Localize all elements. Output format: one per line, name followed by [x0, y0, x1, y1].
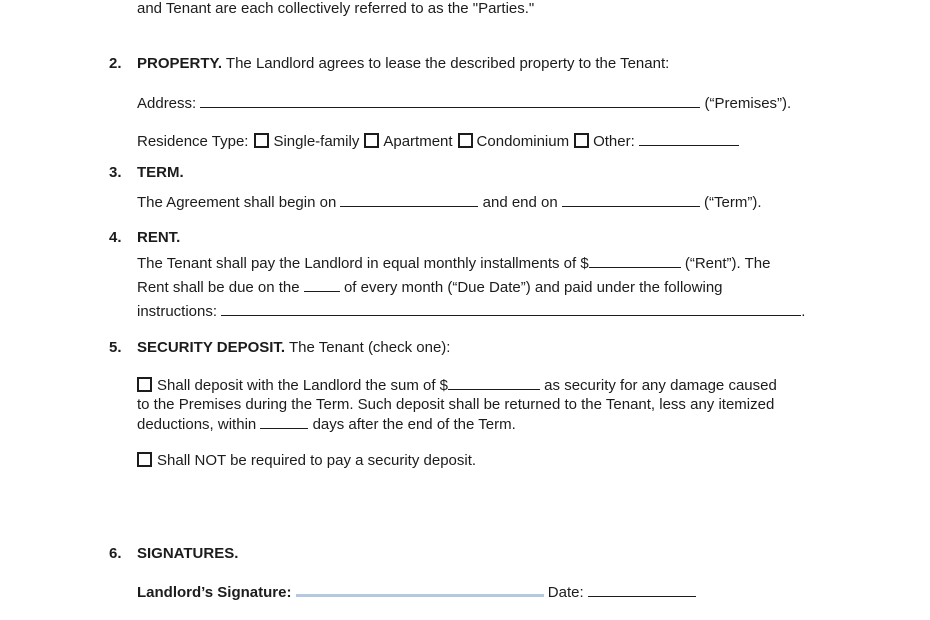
section-security-deposit-intro: The Tenant (check one): [285, 339, 451, 356]
rent-line1-after: (“Rent”). The [680, 255, 771, 272]
instructions-label: instructions: [137, 303, 222, 320]
signature-row [137, 582, 696, 601]
deposit-option1-line1-after: as security for any damage caused [540, 377, 777, 394]
deposit-amount-blank [448, 375, 540, 390]
rent-line2-before: Rent shall be due on the [137, 279, 304, 296]
residence-type-row [137, 131, 739, 150]
section-rent-heading [109, 229, 181, 246]
deposit-option1-line-1 [137, 375, 777, 394]
section-security-deposit-number: 5. [109, 339, 122, 356]
section-property-title: PROPERTY. [137, 55, 223, 72]
section-property-intro: The Landlord agrees to lease the described property to the Tenant: [222, 55, 670, 72]
other-blank [639, 131, 739, 146]
checkbox-other[interactable] [574, 133, 589, 148]
rent-line-1 [137, 253, 770, 272]
section-term-number: 3. [109, 164, 122, 181]
date-label: Date: [543, 584, 588, 601]
deposit-option1-line3-after: days after the end of the Term. [308, 416, 516, 433]
section-rent-number: 4. [109, 229, 122, 246]
instructions-suffix: . [801, 303, 806, 320]
residence-option-single-family: Single-family [273, 133, 360, 150]
term-suffix: (“Term”). [699, 194, 762, 211]
deposit-option1-line2-text: to the Premises during the Term. Such deposit shall be returned to the Tenant, less any itemized [137, 396, 775, 413]
residence-option-condominium: Condominium [476, 133, 570, 150]
checkbox-shall-not-deposit[interactable] [137, 452, 152, 467]
section-security-deposit-heading [109, 339, 451, 356]
checkbox-single-family[interactable] [254, 133, 269, 148]
residence-option-other: Other: [593, 133, 639, 150]
term-between: and end on [478, 194, 562, 211]
intro-text: and Tenant are each collectively referred to as the "Parties." [137, 0, 535, 17]
rent-line1-before: The Tenant shall pay the Landlord in equal monthly installments of $ [137, 255, 589, 272]
address-blank [200, 93, 700, 108]
deposit-option1-line-2 [137, 396, 774, 413]
rent-line2-after: of every month (“Due Date”) and paid under the following [339, 279, 723, 296]
term-begin-blank [340, 192, 478, 207]
rent-amount-blank [589, 253, 681, 268]
address-label: Address: [137, 95, 201, 112]
date-blank [588, 582, 696, 597]
rent-line-2 [137, 277, 723, 296]
landlord-signature-label: Landlord’s Signature: [137, 584, 296, 601]
section-signatures-heading [109, 545, 239, 562]
residence-option-apartment: Apartment [383, 133, 453, 150]
address-row [137, 93, 791, 112]
checkbox-shall-deposit[interactable] [137, 377, 152, 392]
section-signatures-title: SIGNATURES. [137, 545, 239, 562]
premises-suffix: (“Premises”). [700, 95, 792, 112]
section-term-title: TERM. [137, 164, 184, 181]
term-row [137, 192, 762, 211]
term-end-blank [562, 192, 700, 207]
deposit-option2-text: Shall NOT be required to pay a security deposit. [157, 452, 477, 469]
checkbox-condominium[interactable] [458, 133, 473, 148]
intro-line [137, 0, 534, 17]
deposit-option2-row [137, 452, 476, 469]
due-day-blank [304, 277, 340, 292]
deposit-option1-line3-before: deductions, within [137, 416, 261, 433]
section-property-number: 2. [109, 55, 122, 72]
deposit-option1-line-3 [137, 414, 516, 433]
section-property-heading [109, 55, 670, 72]
deposit-option1-line1-before: Shall deposit with the Landlord the sum of $ [157, 377, 449, 394]
term-before-begin: The Agreement shall begin on [137, 194, 341, 211]
days-blank [260, 414, 308, 429]
section-security-deposit-title: SECURITY DEPOSIT. [137, 339, 286, 356]
rent-line-3 [137, 301, 805, 320]
section-rent-title: RENT. [137, 229, 181, 246]
landlord-signature-field[interactable] [296, 582, 544, 597]
section-signatures-number: 6. [109, 545, 122, 562]
residence-type-label: Residence Type: [137, 133, 249, 150]
instructions-blank [221, 301, 801, 316]
checkbox-apartment[interactable] [364, 133, 379, 148]
section-term-heading [109, 164, 184, 181]
